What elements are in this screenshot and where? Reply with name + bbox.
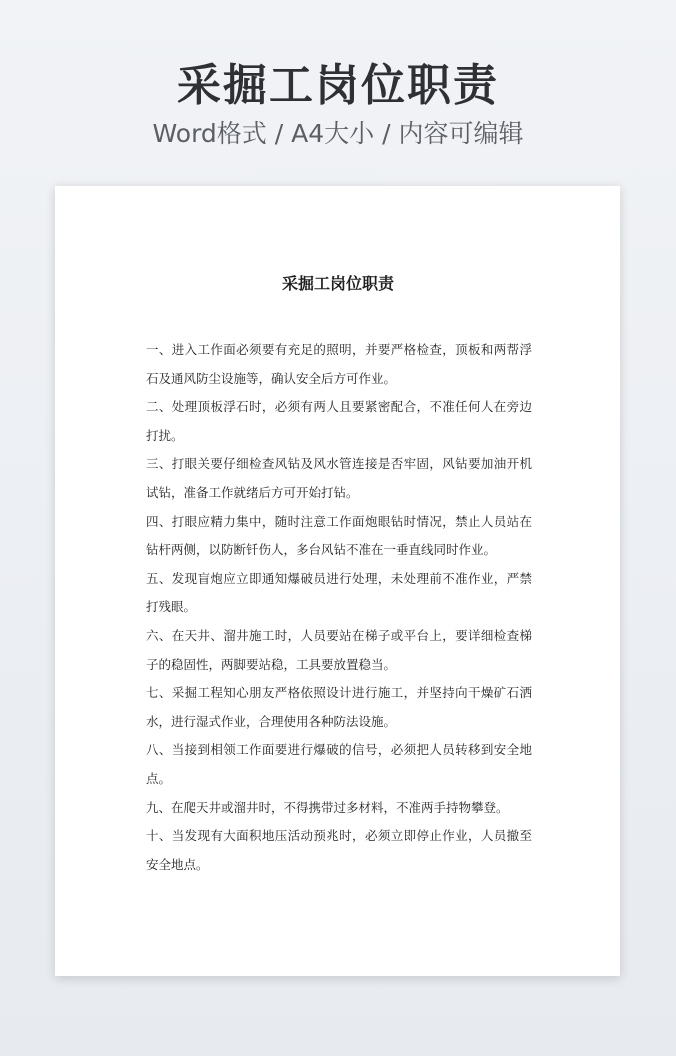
document-title: 采掘工岗位职责	[281, 274, 394, 293]
duty-paragraph-5: 五、发现盲炮应立即通知爆破员进行处理，未处理前不准作业，严禁打残眼。	[146, 570, 532, 615]
header	[0, 62, 676, 149]
duty-paragraph-1: 一、进入工作面必须要有充足的照明，并要严格检查，顶板和两帮浮石及通风防尘设施等，确认安全后方可作业。	[146, 342, 532, 386]
duty-paragraph-6: 六、在天井、溜井施工时，人员要站在梯子或平台上，要详细检查梯子的稳固性，两脚要站稳，工具要放置稳当。	[146, 627, 532, 672]
page-subtitle: Word格式 / A4大小 / 内容可编辑	[152, 119, 524, 149]
duty-paragraph-10: 十、当发现有大面积地压活动预兆时，必须立即停止作业，人员撤至安全地点。	[146, 828, 532, 872]
page-title: 采掘工岗位职责	[177, 60, 499, 111]
document-body	[146, 336, 532, 879]
duty-paragraph-7: 七、采掘工程知心朋友严格依照设计进行施工，并坚持向干燥矿石洒水，进行湿式作业，合理使用各种防法设施。	[146, 685, 532, 729]
duty-paragraph-3: 三、打眼关要仔细检查风钻及风水管连接是否牢固，风钻要加油开机试钻，准备工作就绪后方可开始打钻。	[146, 456, 532, 500]
duty-paragraph-9: 九、在爬天井或溜井时，不得携带过多材料，不准两手持物攀登。	[146, 799, 509, 815]
duty-paragraph-8: 八、当接到相领工作面要进行爆破的信号，必须把人员转移到安全地点。	[146, 742, 532, 786]
duty-paragraph-4: 四、打眼应精力集中，随时注意工作面炮眼钻时情况，禁止人员站在钻杆两侧，以防断钎伤人，多台风钻不准在一垂直线同时作业。	[146, 513, 532, 558]
duty-paragraph-2: 二、处理顶板浮石时，必须有两人且要紧密配合，不准任何人在旁边打扰。	[146, 399, 532, 443]
